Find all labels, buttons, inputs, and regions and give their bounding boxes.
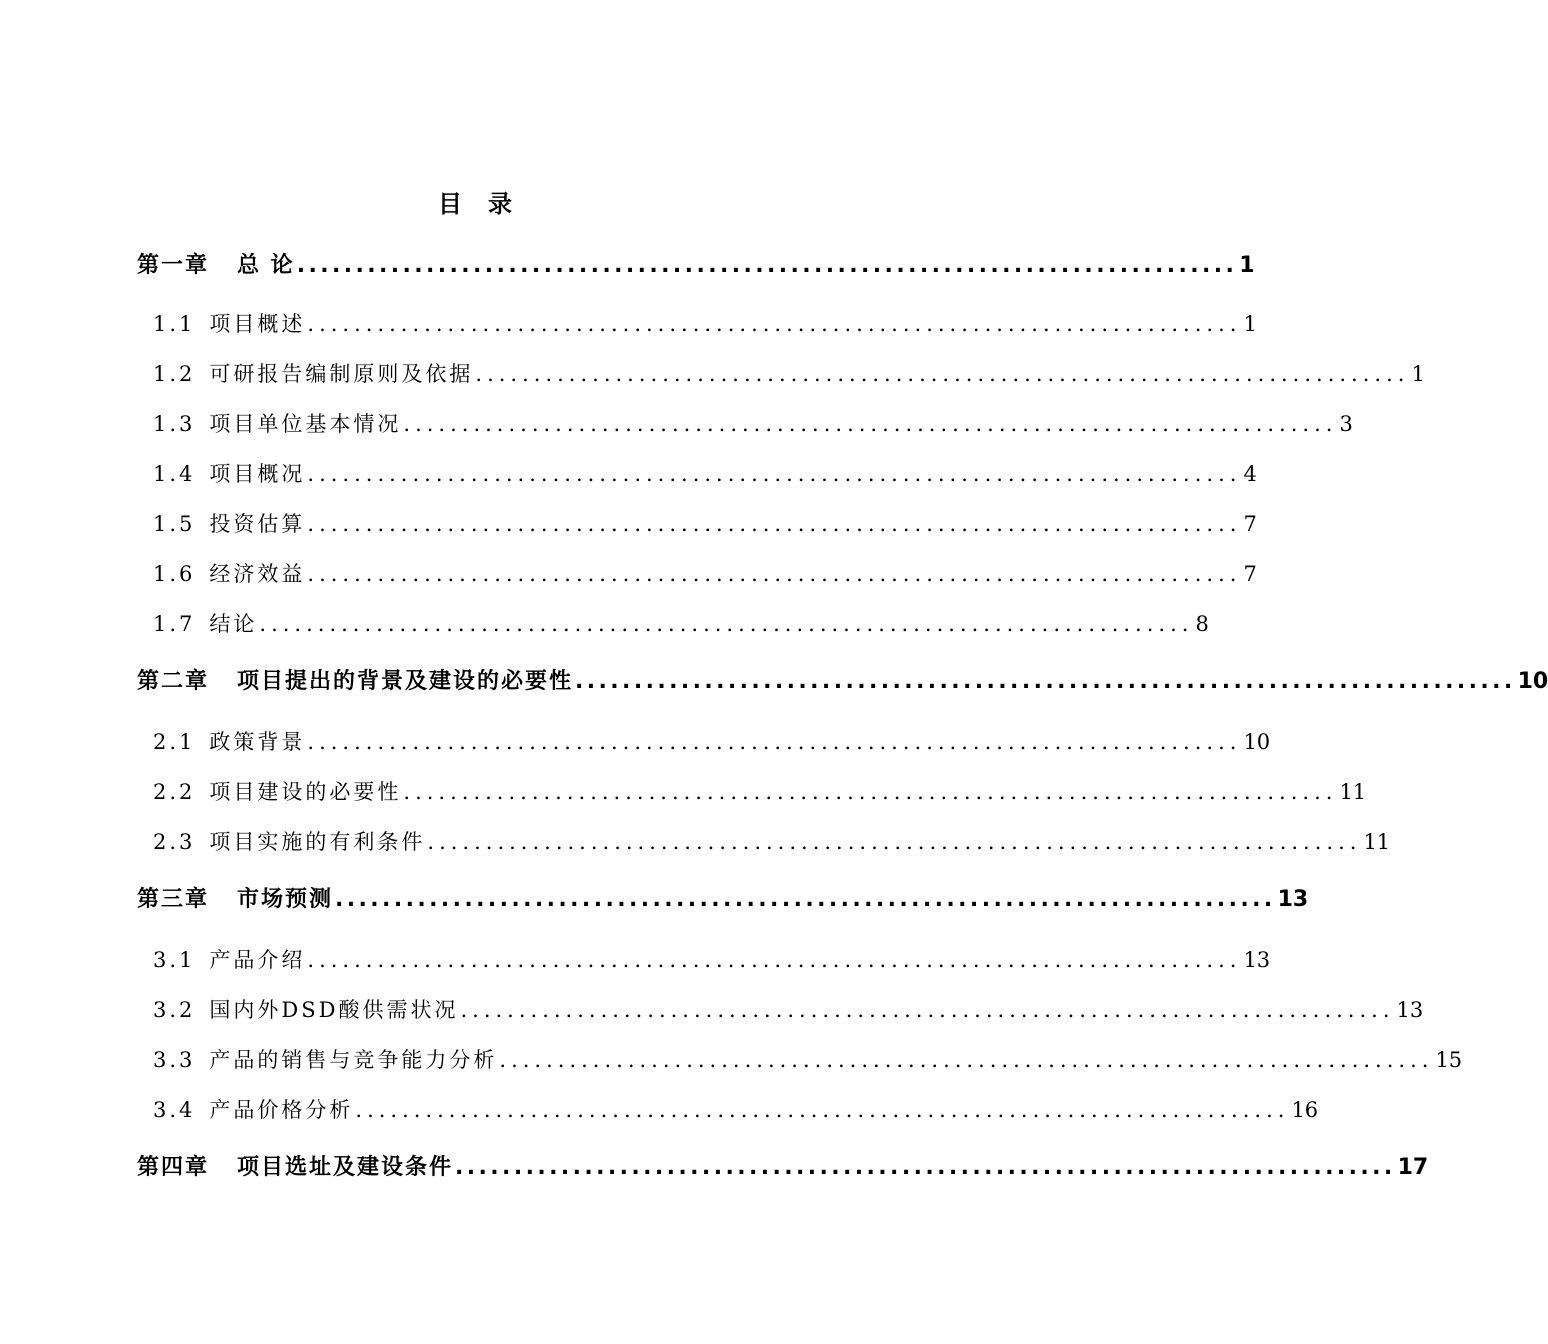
dot-leader: ................................................................................ bbox=[427, 830, 1362, 854]
section-number: 1.5 bbox=[153, 512, 196, 536]
section-number: 1.6 bbox=[153, 562, 196, 586]
toc-section-1-2[interactable] bbox=[153, 358, 1425, 394]
page-number: 1 bbox=[1411, 362, 1425, 386]
dot-leader: ................................................................................ bbox=[460, 998, 1395, 1022]
section-number: 1.1 bbox=[153, 312, 196, 336]
dot-leader: ................................................................................ bbox=[403, 780, 1338, 804]
chapter-number: 第二章 bbox=[137, 669, 210, 694]
toc-chapter-4[interactable] bbox=[137, 1150, 1429, 1190]
toc-section-1-3[interactable] bbox=[153, 408, 1353, 444]
dot-leader: ................................................................................ bbox=[307, 512, 1242, 536]
chapter-title: 市场预测 bbox=[237, 887, 334, 912]
section-number: 3.2 bbox=[153, 998, 196, 1022]
toc-section-1-6[interactable] bbox=[153, 558, 1257, 594]
section-title: 结论 bbox=[209, 612, 258, 636]
toc-section-3-4[interactable] bbox=[153, 1094, 1319, 1130]
dot-leader: ................................................................................ bbox=[499, 1048, 1434, 1072]
toc-section-3-1[interactable] bbox=[153, 944, 1271, 980]
chapter-number: 第四章 bbox=[137, 1155, 210, 1180]
page-number: 7 bbox=[1243, 512, 1257, 536]
page-number: 10 bbox=[1243, 730, 1271, 754]
section-title: 项目实施的有利条件 bbox=[209, 830, 426, 854]
page-number: 1 bbox=[1239, 253, 1255, 278]
section-title: 国内外DSD酸供需状况 bbox=[209, 998, 459, 1022]
section-number: 3.1 bbox=[153, 948, 196, 972]
toc-section-1-7[interactable] bbox=[153, 608, 1209, 644]
section-number: 2.2 bbox=[153, 780, 196, 804]
section-number: 3.3 bbox=[153, 1048, 196, 1072]
section-title: 产品介绍 bbox=[209, 948, 306, 972]
dot-leader: ................................................................................ bbox=[307, 730, 1242, 754]
section-title: 投资估算 bbox=[209, 512, 306, 536]
dot-leader: ................................................................................ bbox=[259, 612, 1194, 636]
toc-section-1-4[interactable] bbox=[153, 458, 1257, 494]
section-title: 产品的销售与竞争能力分析 bbox=[209, 1048, 498, 1072]
section-title: 可研报告编制原则及依据 bbox=[209, 362, 474, 386]
dot-leader: ................................................................................ bbox=[403, 412, 1338, 436]
page-number: 13 bbox=[1396, 998, 1424, 1022]
toc-section-2-3[interactable] bbox=[153, 826, 1391, 862]
page-number: 13 bbox=[1277, 887, 1309, 912]
toc-section-3-2[interactable] bbox=[153, 994, 1424, 1030]
chapter-title: 项目选址及建设条件 bbox=[237, 1155, 454, 1180]
section-number: 1.4 bbox=[153, 462, 196, 486]
section-title: 项目建设的必要性 bbox=[209, 780, 402, 804]
toc-title: 目录 bbox=[438, 190, 538, 218]
dot-leader: ................................................................................ bbox=[575, 669, 1516, 694]
page-number: 17 bbox=[1397, 1155, 1429, 1180]
toc-section-3-3[interactable] bbox=[153, 1044, 1463, 1080]
section-title: 经济效益 bbox=[209, 562, 306, 586]
section-title: 项目概况 bbox=[209, 462, 306, 486]
dot-leader: ................................................................................ bbox=[296, 253, 1238, 278]
dot-leader: ................................................................................ bbox=[455, 1155, 1396, 1180]
section-number: 1.7 bbox=[153, 612, 196, 636]
page-number: 3 bbox=[1339, 412, 1353, 436]
dot-leader: ................................................................................ bbox=[307, 462, 1242, 486]
chapter-title: 总 论 bbox=[237, 253, 295, 278]
dot-leader: ................................................................................ bbox=[355, 1098, 1290, 1122]
section-title: 政策背景 bbox=[209, 730, 306, 754]
page-number: 4 bbox=[1243, 462, 1257, 486]
page-number: 11 bbox=[1363, 830, 1391, 854]
chapter-number: 第三章 bbox=[137, 887, 210, 912]
section-title: 项目概述 bbox=[209, 312, 306, 336]
section-number: 1.3 bbox=[153, 412, 196, 436]
section-number: 3.4 bbox=[153, 1098, 196, 1122]
toc-chapter-3[interactable] bbox=[137, 882, 1309, 922]
section-title: 产品价格分析 bbox=[209, 1098, 354, 1122]
section-number: 2.3 bbox=[153, 830, 196, 854]
dot-leader: ................................................................................ bbox=[475, 362, 1410, 386]
toc-section-2-1[interactable] bbox=[153, 726, 1271, 762]
page-number: 15 bbox=[1435, 1048, 1463, 1072]
page-number: 1 bbox=[1243, 312, 1257, 336]
toc-section-1-5[interactable] bbox=[153, 508, 1257, 544]
dot-leader: ................................................................................ bbox=[307, 948, 1242, 972]
section-number: 1.2 bbox=[153, 362, 196, 386]
page-number: 11 bbox=[1339, 780, 1367, 804]
section-title: 项目单位基本情况 bbox=[209, 412, 402, 436]
section-number: 2.1 bbox=[153, 730, 196, 754]
page-number: 10 bbox=[1517, 669, 1548, 694]
page-number: 13 bbox=[1243, 948, 1271, 972]
toc-section-1-1[interactable] bbox=[153, 308, 1257, 344]
toc-chapter-1[interactable] bbox=[137, 248, 1255, 288]
page-number: 7 bbox=[1243, 562, 1257, 586]
page-number: 16 bbox=[1291, 1098, 1319, 1122]
dot-leader: ................................................................................ bbox=[307, 562, 1242, 586]
dot-leader: ................................................................................ bbox=[335, 887, 1276, 912]
chapter-number: 第一章 bbox=[137, 253, 210, 278]
chapter-title: 项目提出的背景及建设的必要性 bbox=[237, 669, 574, 694]
page-number: 8 bbox=[1195, 612, 1209, 636]
toc-chapter-2[interactable] bbox=[137, 664, 1548, 704]
dot-leader: ................................................................................ bbox=[307, 312, 1242, 336]
toc-section-2-2[interactable] bbox=[153, 776, 1367, 812]
